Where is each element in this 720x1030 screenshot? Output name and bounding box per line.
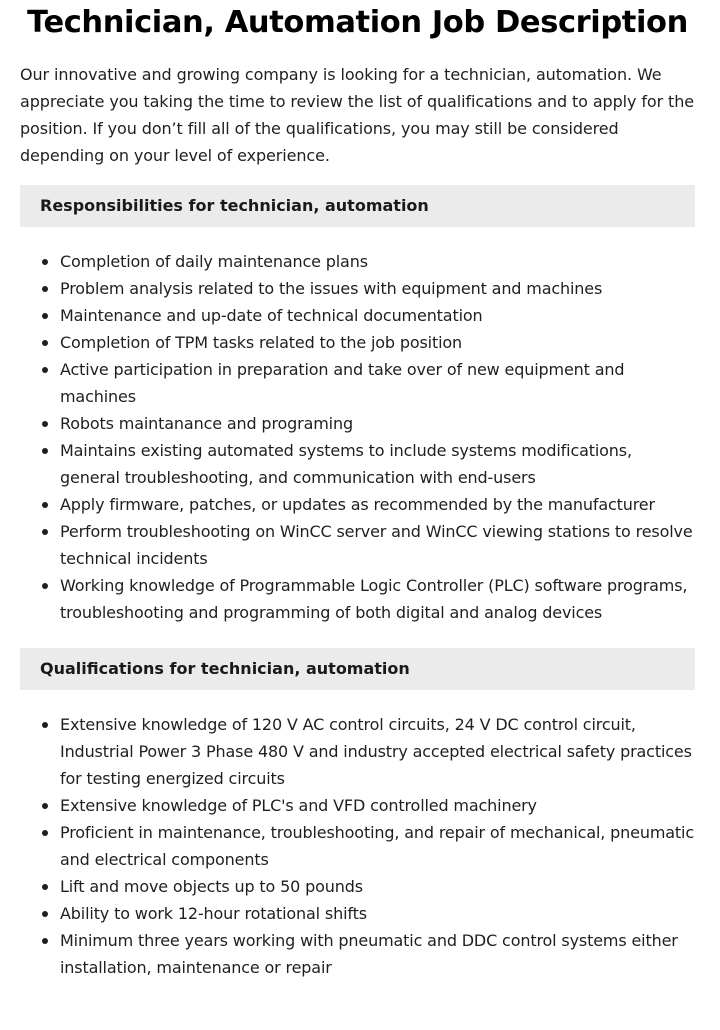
list-item: Perform troubleshooting on WinCC server and WinCC viewing stations to resolve technical incidents [60,518,695,572]
responsibilities-list [20,248,695,626]
intro-paragraph: Our innovative and growing company is looking for a technician, automation. We appreciate you taking the time to review the list of qualifications and to apply for the position. If you don’t fill all of the qualifications, you may still be considered depending on your level of experience. [20,65,694,165]
list-item: Lift and move objects up to 50 pounds [60,873,695,900]
list-item: Minimum three years working with pneumatic and DDC control systems either installation, maintenance or repair [60,927,695,981]
list-item: Completion of TPM tasks related to the job position [60,329,695,356]
list-item: Extensive knowledge of 120 V AC control circuits, 24 V DC control circuit, Industrial Power 3 Phase 480 V and industry accepted electrical safety practices for testing energized circuits [60,711,695,792]
list-item: Completion of daily maintenance plans [60,248,695,275]
list-item: Maintains existing automated systems to include systems modifications, general troubleshooting, and communication with end-users [60,437,695,491]
responsibilities-heading: Responsibilities for technician, automation [20,185,695,227]
list-item: Proficient in maintenance, troubleshooting, and repair of mechanical, pneumatic and electrical components [60,819,695,873]
list-item: Problem analysis related to the issues with equipment and machines [60,275,695,302]
list-item: Robots maintanance and programing [60,410,695,437]
qualifications-list [20,711,695,981]
qualifications-heading: Qualifications for technician, automation [20,648,695,690]
list-item: Ability to work 12-hour rotational shifts [60,900,695,927]
list-item: Active participation in preparation and take over of new equipment and machines [60,356,695,410]
page-title: Technician, Automation Job Description [27,5,688,40]
list-item: Working knowledge of Programmable Logic Controller (PLC) software programs, troubleshooting and programming of both digital and analog devices [60,572,695,626]
list-item: Maintenance and up-date of technical documentation [60,302,695,329]
list-item: Extensive knowledge of PLC's and VFD controlled machinery [60,792,695,819]
list-item: Apply firmware, patches, or updates as recommended by the manufacturer [60,491,695,518]
